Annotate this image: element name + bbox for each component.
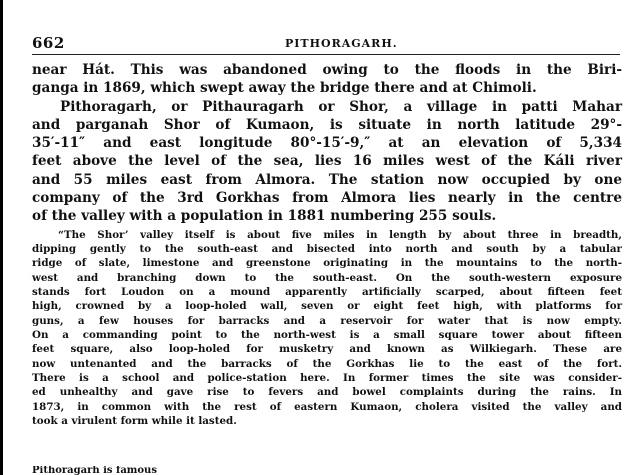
quote-line: There is a school and police-station here. In former times the site was consider- [32,372,622,385]
body-line: feet above the level of the sea, lies 16 miles west of the Káli river [32,153,622,170]
header-rule [32,54,620,55]
body-line: and 55 miles east from Almora. The station now occupied by one [32,171,622,188]
quote-line: stands fort Loudon on a mound apparently artificially scarped, about fifteen feet [32,286,622,299]
body-line: Pithoragarh, or Pithauragarh or Shor, a village in patti Mahar [60,98,622,115]
quoted-passage [32,228,622,429]
cut-off-text: Pithoragarh is famous [32,466,157,475]
quote-line: ed unhealthy and gave rise to fevers and bowel complaints during the rains. In [32,386,622,399]
body-paragraphs [32,61,622,226]
page-header [32,34,622,54]
page-number: 662 [32,34,65,52]
body-line: company of the 3rd Gorkhas from Almora lies nearly in the centre [32,190,622,207]
quote-line: took a virulent form while it lasted. [32,415,237,428]
body-line: and parganah Shor of Kumaon, is situate in north latitude 29°- [32,116,622,133]
quote-line: ridge of slate, limestone and greenstone originating in the mountains to the north- [32,257,622,270]
page-edge-shadow [0,0,3,475]
quote-line: dipping gently to the south-east and bisected into north and south by a tabular [32,243,622,256]
quote-line: 1873, in common with the rest of eastern Kumaon, cholera visited the valley and [32,400,622,413]
cut-off-line [32,466,232,475]
quote-line: On a commanding point to the north-west is a small square tower about fifteen [32,329,622,342]
body-line: of the valley with a population in 1881 numbering 255 souls. [32,208,497,225]
quote-line: “The Shor’ valley itself is about five miles in length by about three in breadth, [58,228,622,241]
quote-line: now untenanted and the barracks of the Gorkhas lie to the east of the fort. [32,357,622,370]
running-head: PITHORAGARH. [285,37,398,50]
quote-line: west and branching down to the south-east. On the south-western exposure [32,271,622,284]
body-line: ganga in 1869, which swept away the bridge there and at Chimoli. [32,80,537,97]
body-line: 35′-11″ and east longitude 80°-15′-9,″ at an elevation of 5,334 [32,135,622,152]
quote-line: guns, a few houses for barracks and a reservoir for water that is now empty. [32,314,622,327]
quote-line: high, crowned by a loop-holed wall, seven or eight feet high, with platforms for [32,300,622,313]
quote-line: feet square, also loop-holed for musketry and known as Wilkiegarh. These are [32,343,622,356]
body-line: near Hát. This was abandoned owing to the floods in the Biri- [32,62,622,78]
book-page [32,34,622,428]
